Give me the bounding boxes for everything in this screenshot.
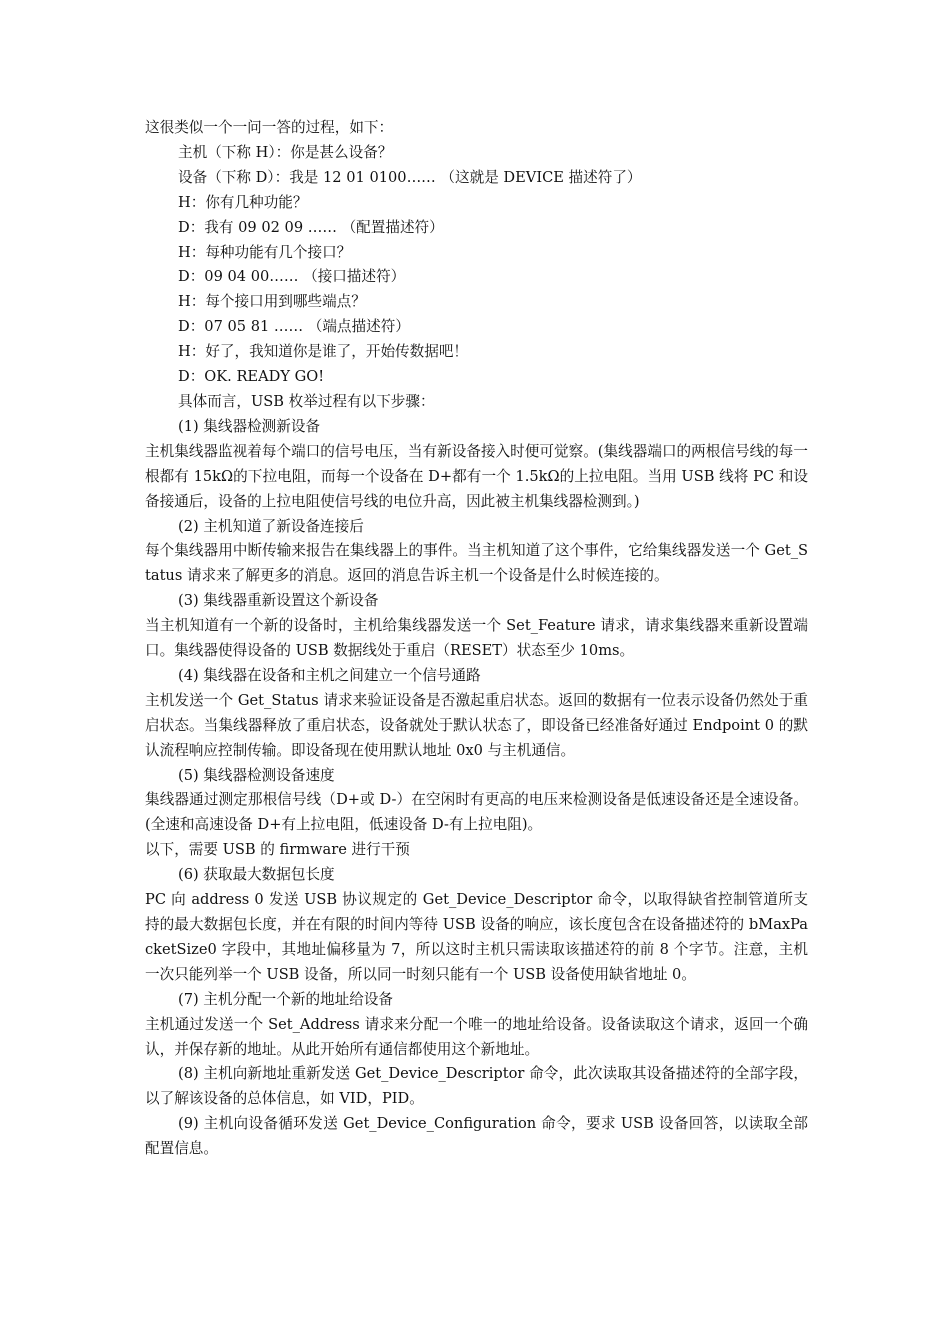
dialogue-line-10: D：OK. READY GO! [178, 368, 325, 386]
step-7-body: 主机通过发送一个 Set_Address 请求来分配一个唯一的地址给设备。设备读取这个请求，返回一个确认，并保存新的地址。从此开始所有通信都使用这个新地址。 [145, 1015, 808, 1058]
dialogue-line-6: D：09 04 00…… （接口描述符） [178, 268, 406, 286]
step-2-body: 每个集线器用中断传输来报告在集线器上的事件。当主机知道了这个事件，它给集线器发送一个 Get_Status 请求来了解更多的消息。返回的消息告诉主机一个设备是什么时候连接的。 [145, 542, 808, 585]
step-4-body: 主机发送一个 Get_Status 请求来验证设备是否激起重启状态。返回的数据有一位表示设备仍然处于重启状态。当集线器释放了重启状态，设备就处于默认状态了，即设备已经准备好通过 Endpoint 0 的默认流程响应控制传输。即设备现在使用默认地址 0x0 与主机通信。 [145, 691, 808, 759]
step-7-heading: (7) 主机分配一个新的地址给设备 [178, 990, 394, 1008]
step-8-paragraph: (8) 主机向新地址重新发送 Get_Device_Descriptor 命令，此次读取其设备描述符的全部字段，以了解该设备的总体信息，如 VID，PID。 [145, 1065, 808, 1108]
step-6-heading: (6) 获取最大数据包长度 [178, 866, 335, 884]
intro-line: 这很类似一个一问一答的过程，如下： [145, 119, 394, 136]
step-1-body: 主机集线器监视着每个端口的信号电压，当有新设备接入时便可觉察。(集线器端口的两根信号线的每一根都有 15kΩ的下拉电阻，而每一个设备在 D+都有一个 1.5kΩ的上拉电阻。当用 USB 线将 PC 和设备接通后，设备的上拉电阻使信号线的电位升高，因此被主机集线器检测到。) [145, 442, 808, 510]
step-3-body: 当主机知道有一个新的设备时，主机给集线器发送一个 Set_Feature 请求，请求集线器来重新设置端口。集线器使得设备的 USB 数据线处于重启（RESET）状态至少 10ms。 [145, 617, 808, 660]
dialogue-line-3: H：你有几种功能？ [178, 193, 308, 211]
step-6-body: PC 向 address 0 发送 USB 协议规定的 Get_Device_Descriptor 命令，以取得缺省控制管道所支持的最大数据包长度，并在有限的时间内等待 USB 设备的响应，该长度包含在设备描述符的 bMaxPacketSize0 字段中，其地址偏移量为 7，所以这时主机只需读取该描述符的前 8 个字节。注意，主机一次只能列举一个 USB 设备，所以同一时刻只能有一个 USB 设备使用缺省地址 0。 [145, 891, 808, 983]
firmware-note: 以下，需要 USB 的 firmware 进行干预 [145, 841, 410, 859]
step-3-heading: (3) 集线器重新设置这个新设备 [178, 592, 379, 610]
step-5-heading: (5) 集线器检测设备速度 [178, 766, 335, 784]
document-page [145, 116, 808, 1162]
dialogue-line-7: H：每个接口用到哪些端点？ [178, 293, 366, 311]
dialogue-line-8: D：07 05 81 …… （端点描述符） [178, 318, 410, 336]
steps-intro: 具体而言，USB 枚举过程有以下步骤： [178, 392, 435, 410]
step-5-body: 集线器通过测定那根信号线（D+或 D-）在空闲时有更高的电压来检测设备是低速设备还是全速设备。(全速和高速设备 D+有上拉电阻，低速设备 D-有上拉电阻)。 [145, 791, 808, 834]
dialogue-line-2: 设备（下称 D）：我是 12 01 0100…… （这就是 DEVICE 描述符了） [178, 168, 642, 186]
dialogue-line-1: 主机（下称 H）：你是甚么设备？ [178, 143, 393, 161]
step-1-heading: (1) 集线器检测新设备 [178, 417, 321, 435]
dialogue-line-5: H：每种功能有几个接口？ [178, 243, 352, 261]
dialogue-line-9: H：好了，我知道你是谁了，开始传数据吧！ [178, 343, 469, 361]
step-9-paragraph: (9) 主机向设备循环发送 Get_Device_Configuration 命令，要求 USB 设备回答，以读取全部配置信息。 [145, 1115, 808, 1158]
step-2-heading: (2) 主机知道了新设备连接后 [178, 517, 364, 535]
step-4-heading: (4) 集线器在设备和主机之间建立一个信号通路 [178, 666, 481, 684]
dialogue-line-4: D：我有 09 02 09 …… （配置描述符） [178, 218, 444, 236]
